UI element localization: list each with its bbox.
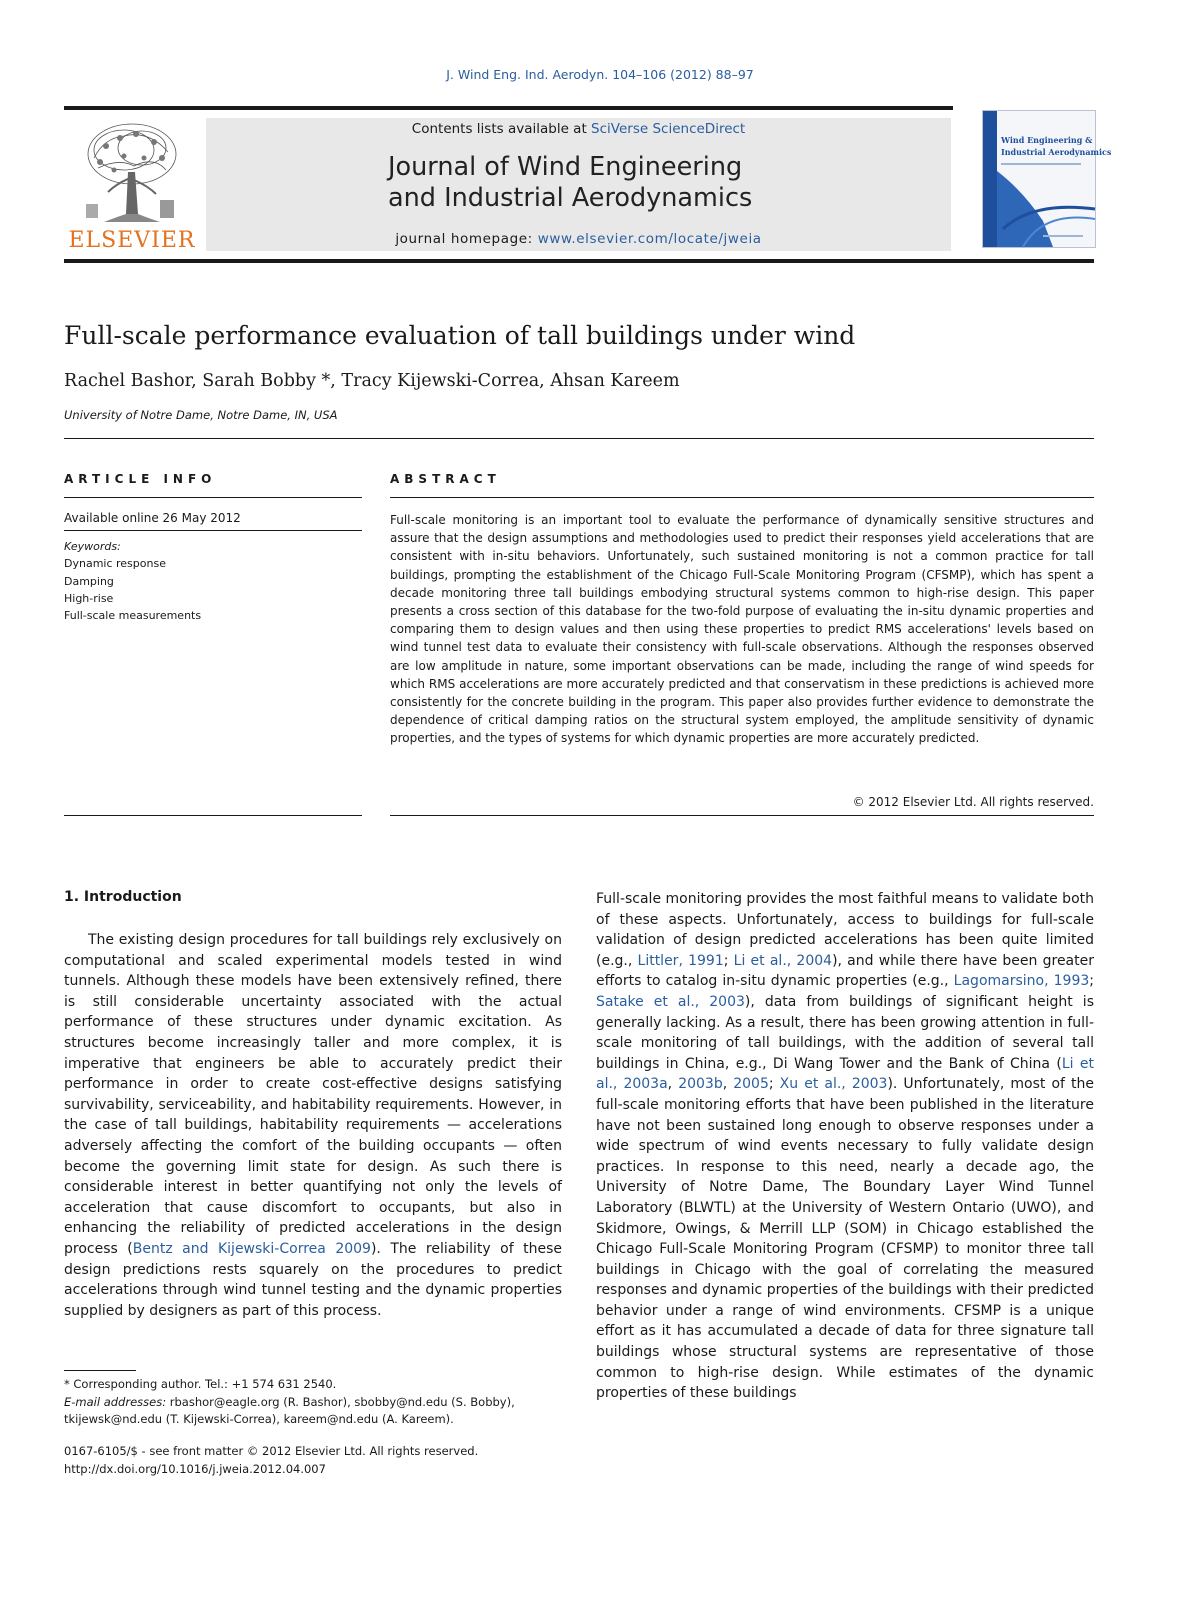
- journal-citation[interactable]: J. Wind Eng. Ind. Aerodyn. 104–106 (2012) 88–97: [446, 67, 754, 82]
- section-heading-introduction: 1. Introduction: [64, 889, 182, 905]
- email-list[interactable]: rbashor@eagle.org (R. Bashor), sbobby@nd.edu (S. Bobby), tkijewsk@nd.edu (T. Kijewski-Correa), kareem@nd.edu (A. Kareem).: [64, 1394, 515, 1426]
- footnotes: [64, 1376, 562, 1429]
- corresponding-author-note: * Corresponding author. Tel.: +1 574 631 2540.: [64, 1377, 337, 1391]
- contents-line: [206, 121, 951, 137]
- keyword-item: Damping: [64, 574, 114, 588]
- journal-cover-image: [983, 111, 1112, 247]
- svg-text:Wind Engineering &: Wind Engineering &: [1001, 135, 1093, 145]
- keywords-list: [64, 538, 201, 624]
- citation-link[interactable]: Littler, 1991: [637, 952, 724, 969]
- homepage-prefix: journal homepage:: [395, 231, 538, 247]
- abstract-rule: [390, 497, 1094, 498]
- abstract-end-rule: [390, 815, 1094, 816]
- citation-link[interactable]: Li et al., 2004: [733, 952, 833, 969]
- paragraph-text: The existing design procedures for tall buildings rely exclusively on computational and scaled experimental models tested in wind tunnels. Although these models have been extensively refined, there is still considerable uncertainty associated with the actual performance of these structures under dynamic excitation. As structures become increasingly taller and more complex, it is imperative that engineers be able to accurately predict their performance in order to create cost-effective designs satisfying survivability, serviceability, and habitability requirements. However, in the case of tall buildings, habitability requirements — accelerations adversely affecting the comfort of the building occupants — often become the governing limit state for design. As such there is considerable interest in better quantifying not only the levels of acceleration that cause discomfort to occupants, but also in enhancing the reliability of predicted accelerations in the design process (: [64, 932, 562, 1257]
- issn-line: 0167-6105/$ - see front matter © 2012 Elsevier Ltd. All rights reserved.: [64, 1444, 479, 1458]
- article-info-heading: ARTICLE INFO: [64, 472, 217, 486]
- citation-separator: ,: [667, 1076, 679, 1093]
- article-history-rule: [64, 530, 362, 531]
- email-addresses: [64, 1394, 562, 1429]
- abstract-text: Full-scale monitoring is an important tool to evaluate the performance of dynamically sensitive structures and assure that the design assumptions and methodologies used to predict their responses yield accelerations that are consistent with in-situ behaviors. Unfortunately, such sustained monitoring is not a common practice for tall buildings, prompting the establishment of the Chicago Full-Scale Monitoring Program (CFSMP), which has spent a decade monitoring three tall buildings embodying structural systems common to high-rise design. This paper presents a cross section of this database for the two-fold purpose of evaluating the in-situ dynamic properties and comparing them to design values and then using these properties to predict RMS accelerations' levels based on wind tunnel test data to evaluate their consistency with full-scale observations. Although the responses observed are low amplitude in nature, some important observations can be made, including the range of wind speeds for which RMS accelerations are more accurately predicted and that conservatism in these predictions is achieved more consistently for the concrete building in the program. This paper also provides further evidence to demonstrate the dependence of critical damping ratios on the structural system employed, the amplitude sensitivity of dynamic properties, and the types of systems for which dynamic properties are more accurately predicted.: [390, 513, 1094, 746]
- available-online: Available online 26 May 2012: [64, 511, 241, 525]
- citation-separator: ,: [722, 1076, 734, 1093]
- keyword-item: Dynamic response: [64, 557, 166, 571]
- email-label: E-mail addresses:: [64, 1394, 167, 1409]
- tree-icon: [64, 118, 200, 230]
- body-column-right: [596, 889, 1094, 1404]
- footnote-rule: [64, 1370, 136, 1371]
- keyword-item: High-rise: [64, 591, 114, 605]
- journal-masthead: [206, 118, 951, 251]
- citation-link[interactable]: 2003b: [678, 1076, 723, 1093]
- citation-link[interactable]: Li et al., 2003a: [596, 1055, 1094, 1093]
- body-column-left: [64, 930, 562, 1321]
- header-rule-bottom: [64, 259, 1094, 263]
- citation-separator: ;: [768, 1076, 780, 1093]
- affiliation: University of Notre Dame, Notre Dame, IN, USA: [64, 408, 338, 422]
- article-info-rule: [64, 497, 362, 498]
- svg-text:Industrial Aerodynamics: Industrial Aerodynamics: [1001, 147, 1112, 157]
- paragraph-text: ). The reliability of these design predictions rests squarely on the procedures to predict accelerations through wind tunnel testing and the dynamic properties supplied by designers as part of this process.: [64, 1240, 562, 1319]
- citation-link[interactable]: 2005: [733, 1076, 769, 1093]
- paragraph: [64, 930, 562, 1321]
- paragraph-text: ), and while there have been greater efforts to catalog in-situ dynamic properties (e.g.,: [596, 952, 1094, 990]
- article-title: Full-scale performance evaluation of tall buildings under wind: [64, 321, 856, 350]
- journal-title: [388, 152, 752, 214]
- abstract-copyright: © 2012 Elsevier Ltd. All rights reserved.: [852, 795, 1094, 809]
- journal-title-line2: and Industrial Aerodynamics: [388, 183, 753, 213]
- doi-link[interactable]: http://dx.doi.org/10.1016/j.jweia.2012.04.007: [64, 1461, 326, 1476]
- homepage-line: [206, 231, 951, 247]
- paragraph-text: ). Unfortunately, most of the full-scale monitoring efforts that have been published in the literature have not been sustained long enough to observe responses under a wide spectrum of wind events necessary to fully validate design practices. In response to this need, nearly a decade ago, the University of Notre Dame, The Boundary Layer Wind Tunnel Laboratory (BLWTL) at the University of Western Ontario (UWO), and Skidmore, Owings, & Merrill LLP (SOM) in Chicago established the Chicago Full-Scale Monitoring Program (CFSMP) to monitor three tall buildings in Chicago with the goal of correlating the measured responses and dynamic properties of the buildings with their predicted behavior under a range of wind environments. CFSMP is a unique effort as it has accumulated a decade of data for three signature tall buildings whose structural systems are representative of those common to high-rise design. While estimates of the dynamic properties of these buildings: [596, 1076, 1095, 1402]
- citation-link[interactable]: Lagomarsino, 1993: [953, 973, 1090, 990]
- paragraph-text: ), data from buildings of significant height is generally lacking. As a result, there has been growing attention in full-scale monitoring of tall buildings, with the addition of several tall buildings in China, e.g., Di Wang Tower and the Bank of China (: [596, 993, 1094, 1072]
- keyword-item: Full-scale measurements: [64, 609, 202, 623]
- contents-prefix: Contents lists available at: [411, 121, 592, 137]
- journal-title-line1: Journal of Wind Engineering: [388, 152, 743, 182]
- keywords-heading: Keywords:: [64, 540, 121, 553]
- citation-link[interactable]: Xu et al., 2003: [779, 1076, 888, 1093]
- abstract-heading: ABSTRACT: [390, 472, 501, 486]
- citation-link[interactable]: Bentz and Kijewski-Correa 2009: [132, 1240, 371, 1257]
- citation-separator: ;: [1089, 973, 1094, 990]
- homepage-link[interactable]: www.elsevier.com/locate/jweia: [537, 231, 762, 247]
- author-list: Rachel Bashor, Sarah Bobby *, Tracy Kijewski-Correa, Ahsan Kareem: [64, 371, 680, 391]
- citation-link[interactable]: Satake et al., 2003: [596, 993, 745, 1010]
- citation-separator: ;: [723, 952, 734, 969]
- paragraph-text: Full-scale monitoring provides the most faithful means to validate both of these aspects. Unfortunately, access to buildings for full-scale validation of design predicted accelerations has been quite limited (e.g.,: [596, 891, 1094, 969]
- elsevier-logo: [64, 118, 200, 252]
- sciencedirect-link[interactable]: SciVerse ScienceDirect: [591, 121, 746, 137]
- front-matter-info: [64, 1443, 562, 1478]
- header-rule-top: [64, 106, 953, 110]
- title-divider: [64, 438, 1094, 439]
- article-info-end-rule: [64, 815, 362, 816]
- elsevier-wordmark: ELSEVIER: [68, 228, 196, 253]
- journal-cover-thumbnail: [982, 110, 1112, 248]
- paragraph: [596, 889, 1094, 1404]
